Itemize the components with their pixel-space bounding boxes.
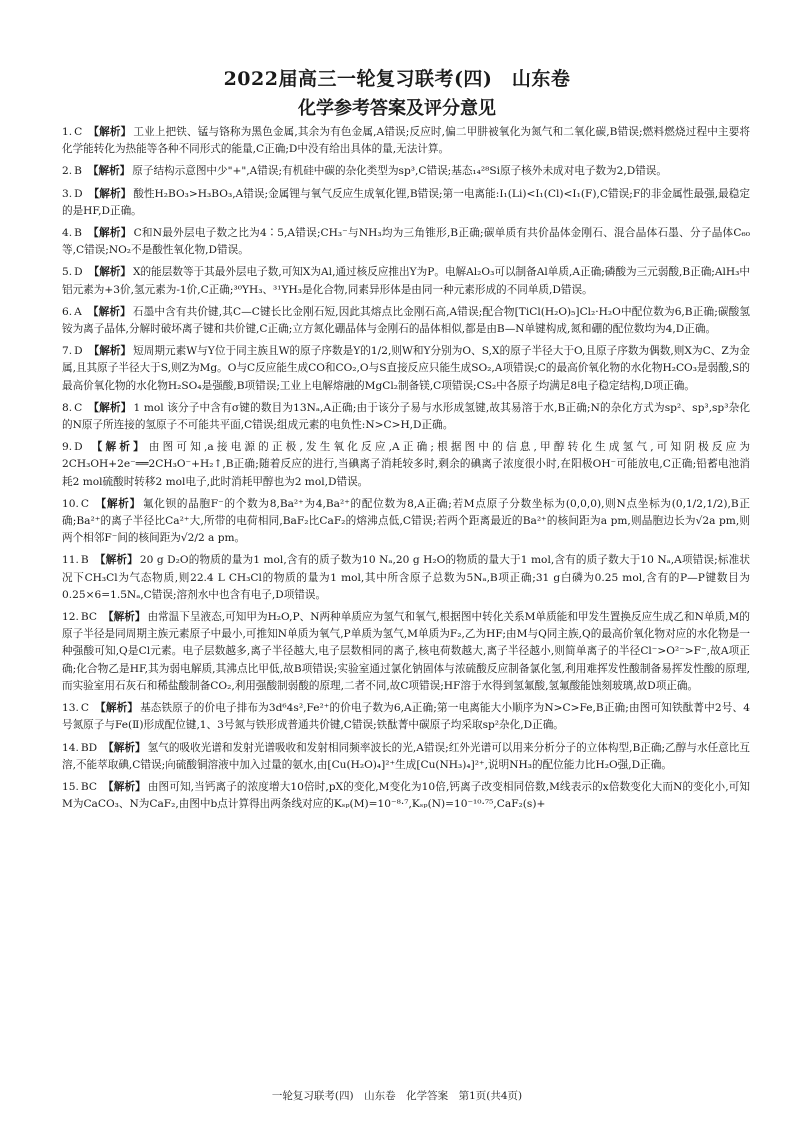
item-tag: 【解析】: [87, 165, 131, 178]
item-explanation: 1 mol 该分子中含有σ键的数目为13Nₐ,A正确;由于该分子易与水形成氢键,故其易溶于水,B正确;N的杂化方式为sp²、sp³,sp³杂化的N原子所连接的氢原子不可能共平面,C错误;组成元素的电负性:N>C>H,D正确。: [62, 401, 751, 432]
item-answer: BC: [80, 780, 97, 793]
item-number: 4.: [62, 227, 73, 240]
item-answer: D: [74, 345, 83, 358]
item-number: 7.: [62, 345, 73, 358]
item-number: 3.: [62, 187, 73, 200]
answer-item-12: [62, 609, 750, 695]
item-answer: C: [80, 497, 89, 510]
item-number: 10.: [62, 497, 79, 510]
item-number: 8.: [62, 401, 73, 414]
answer-item-3: [62, 186, 750, 220]
item-tag: 【解析】: [87, 305, 131, 318]
item-explanation: X的能层数等于其最外层电子数,可知X为Al,通过核反应推出Y为P。电解Al₂O₃可以制备Al单质,A正确;磷酸为三元弱酸,B正确;AlH₃中铝元素为+3价,氢元素为-1价,C正确;³⁰YH₃、³¹YH₃是化合物,同素异形体是由同一种元素形成的不同单质,D错误。: [62, 266, 750, 296]
item-tag: 【解析】: [88, 401, 132, 414]
item-number: 11.: [62, 554, 79, 567]
item-tag: 【解析】: [88, 345, 132, 358]
item-answer: BD: [80, 741, 98, 754]
page-title: 2022届高三一轮复习联考(四) 山东卷: [223, 68, 571, 90]
answer-item-14: [62, 740, 750, 774]
item-tag: 【解析】: [88, 266, 132, 279]
answer-item-10: [62, 496, 750, 548]
item-explanation: 由图可知,a接电源的正极,发生氧化反应,A正确;根据图中的信息,甲醇转化生成氢气,可知阴极反应为2CH₃OH+2e⁻══2CH₃O⁻+H₂↑,B正确;随着反应的进行,当碘离子消耗较多时,剩余的碘离子浓度很小时,在阳极OH⁻可能放电,C正确;铅蓄电池消耗2 mol硫酸时转移2 mol电子,此时消耗甲醇也为2 mol,D错误。: [62, 441, 750, 488]
item-number: 2.: [62, 165, 73, 178]
item-explanation: 石墨中含有共价键,其C—C键长比金刚石短,因此其熔点比金刚石高,A错误;配合物[TiCl(H₂O)₅]Cl₂·H₂O中配位数为6,B正确;碳酸氢铵为离子晶体,分解时破坏离子键和共价键,C正确;立方氮化硼晶体与金刚石的晶体相似,都是由B—N单键构成,氮和硼的配位数均为4,D正确。: [62, 305, 750, 336]
item-explanation: 氟化钡的晶胞F⁻的个数为8,Ba²⁺为4,Ba²⁺的配位数为8,A正确;若M点原子分数坐标为(0,0,0),则N点坐标为(0,1/2,1/2),B正确;Ba²⁺的离子半径比Ca²⁺大,所带的电荷相同,BaF₂比CaF₂的熔沸点低,C错误;若两个距离最近的Ba²⁺的核间距为a pm,则晶胞边长为√2a pm,则两个相邻F⁻间的核间距为√2/2 a pm。: [62, 497, 751, 545]
item-explanation: 基态铁原子的价电子排布为3d⁶4s²,Fe²⁺的价电子数为6,A正确;第一电离能大小顺序为N>C>Fe,B正确;由图可知铁酞菁中2号、4号氮原子与Fe(Ⅱ)形成配位键,1、3号氮与铁形成普通共价键,C错误;铁酞菁中碳原子均采取sp²杂化,D正确。: [62, 702, 750, 732]
item-answer: D: [74, 187, 83, 200]
answer-item-9: [62, 439, 750, 491]
item-answer: B: [74, 227, 82, 240]
item-explanation: 由图可知,当钙离子的浓度增大10倍时,pX的变化,M变化为10倍,钙离子改变相同倍数,M线表示的x倍数变化大而N的变化小,可知M为CaCO₃、N为CaF₂,由图中b点计算得出两条线对应的Kₛₚ(M)=10⁻⁸·⁷,Kₛₚ(N)=10⁻¹⁰·⁷⁵,CaF₂(s)+: [62, 780, 750, 811]
answer-item-4: [62, 225, 750, 259]
item-answer: C: [80, 702, 89, 715]
item-explanation: 20 g D₂O的物质的量为1 mol,含有的质子数为10 Nₐ,20 g H₂O的物质的量大于1 mol,含有的质子数大于10 Nₐ,A项错误;标准状况下CH₃Cl为气态物质,则22.4 L CH₃Cl的物质的量为1 mol,其中所含原子总数为5Nₐ,B项正确;31 g白磷为0.25 mol,含有的P—P键数目为0.25×6=1.5Nₐ,C错误;溶剂水中也含有电子,D项错误。: [62, 554, 750, 601]
item-explanation: 由常温下呈液态,可知甲为H₂O,P、N两种单质应为氢气和氧气,根据图中转化关系M单质能和甲发生置换反应生成乙和N单质,M的原子半径是同周期主族元素原子中最小,可推知N单质为氧气,P单质为氢气,M单质为F₂,乙为HF;由M与Q同主族,Q的最高价氧化物对应的水化物是一种强酸可知,Q是Cl元素。电子层数越多,离子半径越大,电子层数相同的离子,核电荷数越大,离子半径越小,则简单离子的半径Cl⁻>O²⁻>F⁻,故A项正确;化合物乙是HF,其为弱电解质,其沸点比甲低,故B项错误;实验室通过氯化钠固体与浓硫酸反应制备氯化氢,利用难挥发性酸制备易挥发性酸的原理,而实验室用石灰石和稀盐酸制备CO₂,利用强酸制弱酸的原理,二者不同,故C项错误;HF溶于水得到氢氟酸,氢氟酸能蚀刻玻璃,故D项正确。: [62, 611, 750, 692]
answer-item-7: [62, 343, 750, 395]
item-tag: 【解析】: [88, 126, 132, 138]
item-explanation: 氢气的吸收光谱和发射光谱吸收和发射相同频率波长的光,A错误;红外光谱可以用来分析分子的立体构型,B正确;乙醇与水任意比互溶,不能萃取碘,C错误;向硫酸铜溶液中加入过量的氨水,由[Cu(H₂O)₄]²⁺生成[Cu(NH₃)₄]²⁺,说明NH₃的配位能力比H₂O强,D正确。: [62, 741, 750, 771]
answer-list: [62, 124, 750, 818]
item-tag: 【解析】: [88, 187, 132, 200]
answer-item-1: [62, 124, 750, 158]
item-answer: D: [74, 266, 83, 279]
answer-item-15: [62, 779, 750, 813]
page-subtitle: 化学参考答案及评分意见: [298, 98, 496, 119]
item-answer: B: [74, 165, 82, 178]
item-explanation: 工业上把铁、锰与铬称为黑色金属,其余为有色金属,A错误;反应时,偏二甲肼被氧化为氮气和二氧化碳,B错误;燃料燃烧过程中主要将化学能转化为热能等各种不同形式的能量,C正确;D中没有给出具体的量,无法计算。: [62, 126, 750, 156]
item-answer: A: [74, 305, 82, 318]
item-explanation: 原子结构示意图中少"+",A错误;有机硅中碳的杂化类型为sp³,C错误;基态₁₄²⁸Si原子核外未成对电子数为2,D错误。: [132, 165, 667, 178]
item-answer: C: [74, 126, 83, 138]
answer-item-13: [62, 700, 750, 734]
item-answer: BC: [80, 611, 97, 624]
item-tag: 【解析】: [87, 227, 132, 240]
answer-item-6: [62, 304, 750, 338]
answer-item-11: [62, 552, 750, 604]
item-number: 5.: [62, 266, 73, 279]
item-number: 13.: [62, 702, 79, 715]
item-number: 9.: [62, 441, 73, 454]
answer-item-2: [62, 163, 750, 180]
answer-item-5: [62, 264, 750, 298]
item-answer: C: [74, 401, 83, 414]
item-number: 15.: [62, 780, 79, 793]
item-number: 1.: [62, 126, 73, 138]
item-tag: 【解析】: [103, 741, 146, 754]
item-answer: D: [74, 441, 83, 454]
item-tag: 【解析】: [102, 611, 146, 624]
item-tag: 【解析】: [94, 497, 141, 510]
item-number: 14.: [62, 741, 79, 754]
answer-item-8: [62, 400, 750, 434]
item-answer: B: [80, 554, 89, 567]
item-tag: 【解析】: [94, 702, 139, 715]
item-tag: 【解析】: [102, 780, 146, 793]
item-number: 6.: [62, 305, 73, 318]
page-footer: 一轮复习联考(四) 山东卷 化学答案 第1页(共4页): [271, 1090, 523, 1102]
item-explanation: C和N最外层电子数之比为4∶5,A错误;CH₃⁻与NH₃均为三角锥形,B正确;碳单质有共价晶体金刚石、混合晶体石墨、分子晶体C₆₀等,C错误;NO₂不是酸性氧化物,D错误。: [62, 227, 750, 257]
item-number: 12.: [62, 611, 79, 624]
item-tag: 【解析】: [94, 554, 138, 567]
item-explanation: 短周期元素W与Y位于同主族且W的原子序数是Y的1/2,则W和Y分别为O、S,X的原子半径大于O,且原子序数为偶数,则X为C、Z为金属,且其原子半径大于S,则Z为Mg。O与C反应能生成CO和CO₂,O与S直接反应只能生成SO₂,A项错误;C的最高价氧化物的水化物H₂CO₃是弱酸,S的最高价氧化物的水化物H₂SO₄是强酸,B项错误;工业上电解熔融的MgCl₂制备镁,C项错误;CS₂中各原子均满足8电子稳定结构,D项正确。: [62, 345, 750, 392]
item-tag: 【解析】: [88, 441, 147, 454]
item-explanation: 酸性H₂BO₃>H₃BO₃,A错误;金属锂与氧气反应生成氧化锂,B错误;第一电离能:I₁(Li)<I₁(Cl)<I₁(F),C错误;F的非金属性最强,最稳定的是HF,D正确。: [62, 187, 751, 217]
